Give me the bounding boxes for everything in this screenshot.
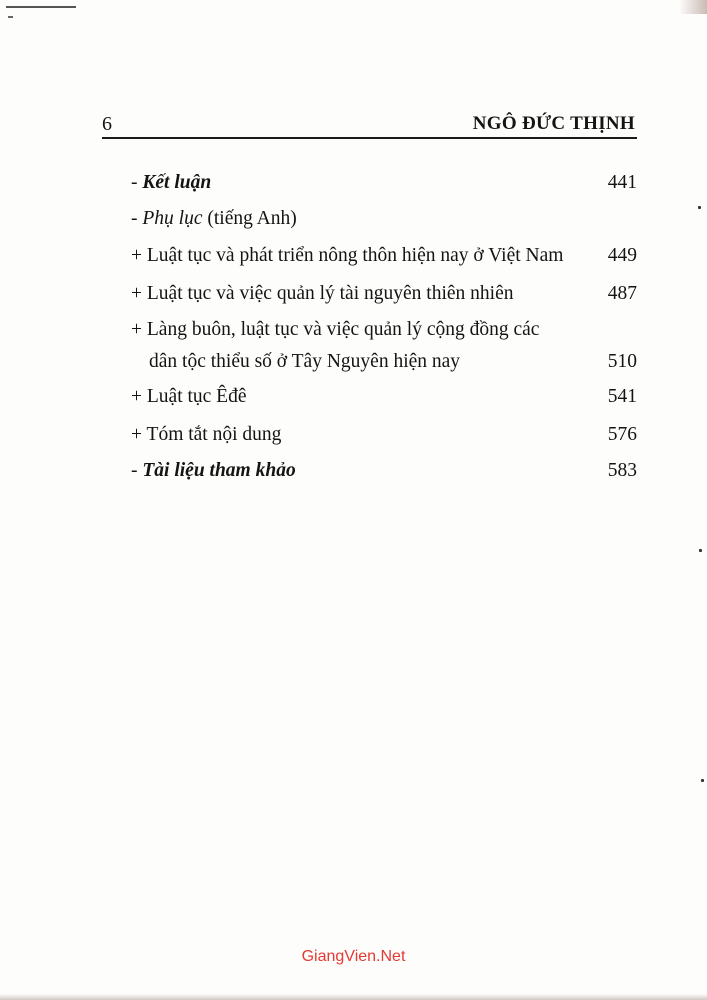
toc-entry bbox=[131, 419, 637, 451]
toc-entry-text bbox=[131, 203, 637, 235]
toc-entry-text bbox=[131, 278, 637, 310]
toc-page-number: 583 bbox=[607, 460, 637, 481]
toc-entry-prefix: - bbox=[131, 172, 143, 193]
toc-page-number: 487 bbox=[607, 283, 637, 304]
watermark-text: GiangVien.Net bbox=[301, 948, 406, 965]
toc-page-number: 449 bbox=[607, 245, 637, 266]
toc-page-number: 541 bbox=[607, 386, 637, 407]
toc-entry-title: Tài liệu tham khảo bbox=[142, 460, 296, 481]
toc-entry-title-line2: dân tộc thiểu số ở Tây Nguyên hiện nay bbox=[149, 351, 461, 372]
toc-entry bbox=[131, 455, 637, 487]
toc-entry-title: Kết luận bbox=[142, 172, 212, 193]
toc-entry bbox=[131, 314, 637, 378]
toc-entry-prefix: - bbox=[131, 208, 143, 229]
toc-page-number: 441 bbox=[607, 172, 637, 193]
toc-entry-title-line1: Làng buôn, luật tục và việc quản lý cộng đồng các bbox=[146, 319, 540, 340]
toc-entry bbox=[131, 381, 637, 413]
toc-entry-title: Luật tục Êđê bbox=[146, 386, 247, 407]
toc-entry-title: Tóm tắt nội dung bbox=[146, 424, 282, 445]
toc-entry-text bbox=[131, 381, 637, 413]
toc-entry-text bbox=[131, 455, 637, 487]
toc-page-number: 576 bbox=[607, 424, 637, 445]
toc-entry-title: Luật tục và việc quản lý tài nguyên thiên nhiên bbox=[146, 283, 514, 304]
toc-entry bbox=[131, 240, 637, 272]
toc-entry-prefix: + bbox=[131, 386, 147, 407]
toc-entry-prefix: + bbox=[131, 319, 147, 340]
toc-entry-title: Phụ lục bbox=[142, 208, 203, 229]
toc-entry bbox=[131, 167, 637, 199]
toc-entry-suffix: (tiếng Anh) bbox=[202, 208, 297, 229]
page-number: 6 bbox=[102, 113, 112, 135]
toc-entry-text bbox=[131, 240, 637, 272]
toc-entry-prefix: + bbox=[131, 245, 147, 266]
toc-entry-text bbox=[131, 167, 637, 199]
toc-entry bbox=[131, 278, 637, 310]
toc-entry-text bbox=[131, 314, 637, 378]
toc-entry-prefix: - bbox=[131, 460, 143, 481]
toc-entry-text bbox=[131, 419, 637, 451]
toc-entry-prefix: + bbox=[131, 283, 147, 304]
toc-entry-prefix: + bbox=[131, 424, 147, 445]
toc-page-number: 510 bbox=[607, 351, 637, 372]
toc-entry bbox=[131, 203, 637, 235]
running-head: NGÔ ĐỨC THỊNH bbox=[472, 113, 635, 134]
toc-entry-title: Luật tục và phát triển nông thôn hiện nay ở Việt Nam bbox=[146, 245, 564, 266]
